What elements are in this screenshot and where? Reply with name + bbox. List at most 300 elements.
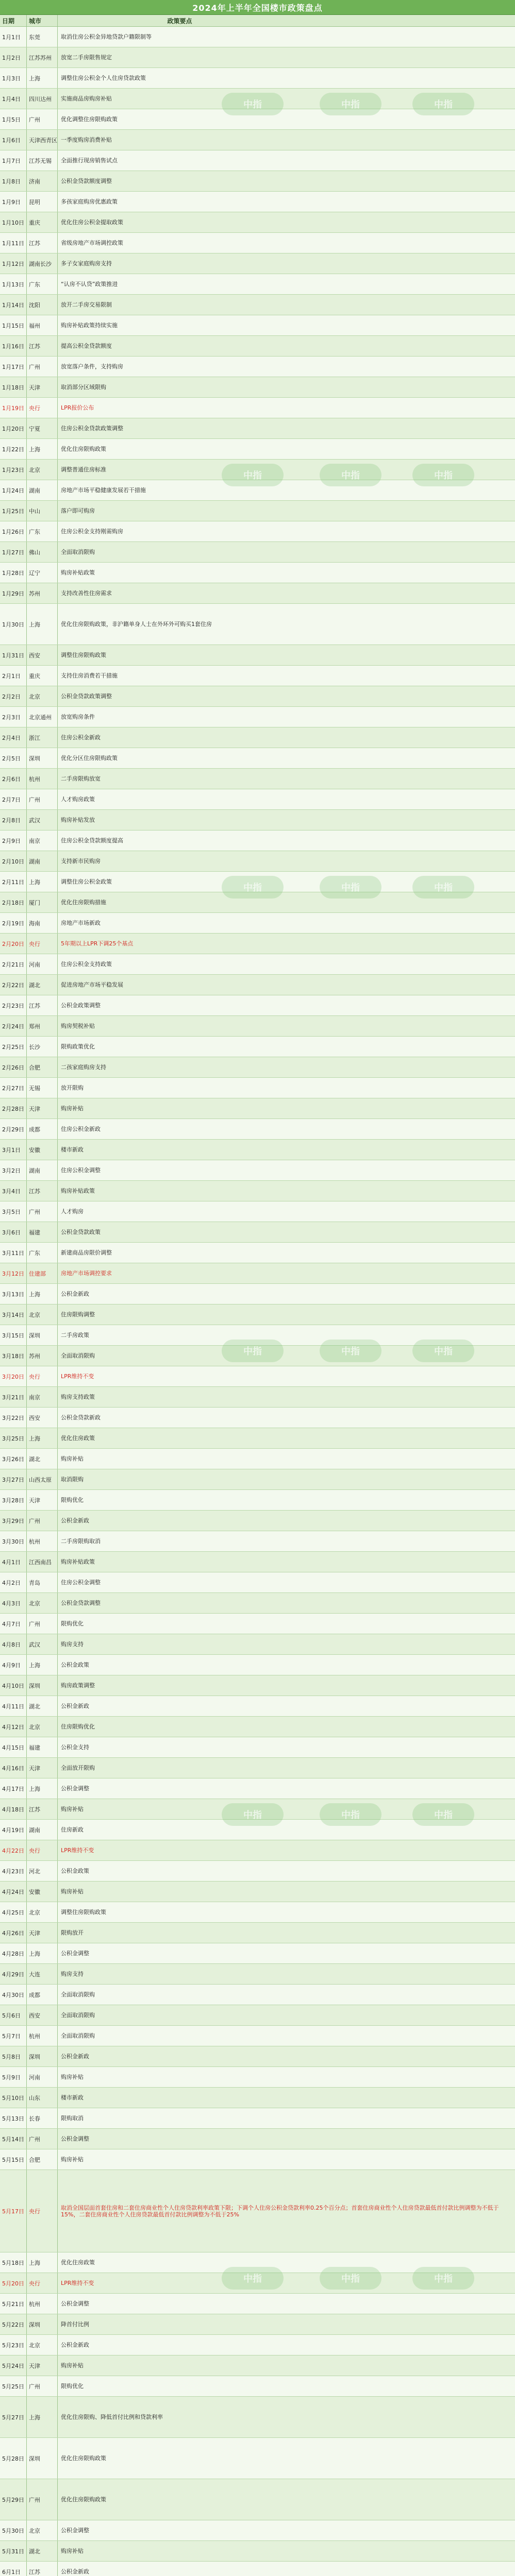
cell-city: 西安 [27, 645, 58, 665]
cell-date: 1月13日 [0, 274, 27, 294]
cell-city: 杭州 [27, 1531, 58, 1551]
watermark-logo: 中指 [222, 1803, 284, 1826]
cell-policy: 省级房地产市场调控政策 [61, 240, 123, 246]
table-row [0, 480, 515, 501]
cell-policy: 优化住房公积金提取政策 [61, 219, 123, 226]
cell-city: 湖南 [27, 480, 58, 500]
cell-date: 3月28日 [0, 1490, 27, 1510]
cell-policy: 购房补贴 [61, 1455, 84, 1462]
cell-city: 上海 [27, 439, 58, 459]
cell-city: 苏州 [27, 1346, 58, 1366]
cell-date: 3月15日 [0, 1325, 27, 1345]
cell-date: 4月2日 [0, 1572, 27, 1592]
cell-city: 福建 [27, 1222, 58, 1242]
cell-city: 上海 [27, 2397, 58, 2437]
cell-policy: 购房补贴 [61, 2362, 84, 2369]
cell-date: 2月26日 [0, 1057, 27, 1077]
cell-city: 苏州 [27, 583, 58, 603]
cell-date: 5月28日 [0, 2438, 27, 2479]
cell-policy: 调整住房限购政策 [61, 1909, 106, 1916]
cell-city: 长春 [27, 2108, 58, 2128]
cell-date: 4月19日 [0, 1820, 27, 1840]
cell-city: 广州 [27, 1614, 58, 1634]
cell-date: 1月7日 [0, 150, 27, 171]
table-row [0, 2170, 515, 2252]
cell-policy: 全面放开限购 [61, 1765, 95, 1771]
cell-city: 江苏 [27, 1181, 58, 1201]
cell-city: 央行 [27, 1840, 58, 1860]
table-row [0, 1222, 515, 1243]
cell-policy: LPR维持不变 [61, 2280, 94, 2286]
table-row [0, 274, 515, 295]
watermark-logo: 中指 [320, 2267, 381, 2290]
table-row [0, 89, 515, 109]
cell-policy: 优化住房政策 [61, 1435, 95, 1442]
cell-policy: 购房补贴 [61, 1105, 84, 1112]
cell-date: 5月9日 [0, 2067, 27, 2087]
cell-city: 安徽 [27, 1882, 58, 1902]
cell-policy: 购房补贴 [61, 2548, 84, 2554]
cell-policy: 促进房地产市场平稳发展 [61, 981, 123, 988]
watermark-logo: 中指 [320, 464, 381, 486]
cell-policy: 公积金政策 [61, 1868, 89, 1874]
cell-city: 成都 [27, 1985, 58, 2005]
cell-date: 2月7日 [0, 789, 27, 809]
watermark-logo: 中指 [222, 464, 284, 486]
cell-date: 3月21日 [0, 1387, 27, 1407]
table-row [0, 2541, 515, 2562]
cell-date: 2月27日 [0, 1078, 27, 1098]
cell-policy: 房地产市场新政 [61, 920, 101, 926]
cell-policy: 放宽购房条件 [61, 714, 95, 720]
cell-city: 山西太原 [27, 1469, 58, 1489]
cell-city: 厦门 [27, 892, 58, 912]
cell-policy: 公积金新政 [61, 1517, 89, 1524]
watermark-logo: 中指 [320, 93, 381, 115]
table-row [0, 2273, 515, 2294]
cell-city: 上海 [27, 1943, 58, 1963]
cell-policy: 人才购房 [61, 1208, 84, 1215]
table-header [0, 15, 515, 27]
table-row [0, 109, 515, 130]
table-row [0, 68, 515, 89]
cell-policy: 限购优化 [61, 2383, 84, 2389]
cell-city: 沈阳 [27, 295, 58, 315]
cell-city: 广州 [27, 1201, 58, 1222]
cell-date: 1月20日 [0, 418, 27, 438]
cell-policy: 优化调整住房限购政策 [61, 116, 118, 123]
cell-policy: 全面取消限购 [61, 549, 95, 555]
cell-city: 上海 [27, 1428, 58, 1448]
cell-city: 央行 [27, 398, 58, 418]
header-policy: 政策要点 [167, 17, 192, 25]
table-row [0, 1263, 515, 1284]
cell-date: 2月28日 [0, 1098, 27, 1118]
cell-city: 杭州 [27, 2294, 58, 2314]
cell-city: 西安 [27, 2005, 58, 2025]
cell-date: 2月25日 [0, 1037, 27, 1057]
table-row [0, 1366, 515, 1387]
cell-policy: 购房补贴政策 [61, 1558, 95, 1565]
cell-city: 深圳 [27, 2438, 58, 2479]
cell-city: 浙江 [27, 727, 58, 748]
table-row [0, 212, 515, 233]
cell-city: 上海 [27, 604, 58, 645]
cell-date: 3月13日 [0, 1284, 27, 1304]
cell-date: 3月4日 [0, 1181, 27, 1201]
cell-date: 4月11日 [0, 1696, 27, 1716]
cell-city: 武汉 [27, 1634, 58, 1654]
cell-policy: 公积金新政 [61, 2053, 89, 2060]
cell-policy: 楼市新政 [61, 1146, 84, 1153]
cell-city: 上海 [27, 2252, 58, 2273]
cell-date: 5月6日 [0, 2005, 27, 2025]
watermark-logo: 中指 [412, 464, 474, 486]
cell-date: 5月13日 [0, 2108, 27, 2128]
table-row [0, 892, 515, 913]
table-row [0, 1655, 515, 1675]
table-row [0, 1160, 515, 1181]
cell-policy: 公积金调整 [61, 1785, 89, 1792]
cell-city: 江苏无锡 [27, 150, 58, 171]
cell-city: 天津 [27, 377, 58, 397]
cell-date: 5月30日 [0, 2520, 27, 2540]
cell-date: 5月8日 [0, 2046, 27, 2066]
table-row [0, 1284, 515, 1304]
table-row [0, 2520, 515, 2541]
cell-policy: 购房契税补贴 [61, 1023, 95, 1029]
table-row [0, 1799, 515, 1820]
table-row [0, 1098, 515, 1119]
cell-policy: 多子女家庭购房支持 [61, 260, 112, 267]
cell-date: 1月15日 [0, 315, 27, 335]
cell-policy: 购房补贴 [61, 1888, 84, 1895]
cell-policy: LPR报价公布 [61, 404, 94, 411]
cell-city: 湖南 [27, 1160, 58, 1180]
table-row [0, 872, 515, 892]
table-row [0, 2562, 515, 2576]
table-row [0, 1346, 515, 1366]
cell-city: 重庆 [27, 212, 58, 232]
table-row [0, 233, 515, 253]
table-row [0, 1243, 515, 1263]
cell-date: 2月20日 [0, 934, 27, 954]
cell-city: 江苏 [27, 336, 58, 356]
table-row [0, 954, 515, 975]
cell-city: 武汉 [27, 810, 58, 830]
cell-city: 江苏 [27, 2562, 58, 2576]
cell-city: 辽宁 [27, 563, 58, 583]
cell-date: 5月18日 [0, 2252, 27, 2273]
cell-policy: 购房补贴 [61, 2156, 84, 2163]
cell-date: 2月4日 [0, 727, 27, 748]
table-row [0, 707, 515, 727]
cell-date: 2月19日 [0, 913, 27, 933]
cell-city: 福建 [27, 1737, 58, 1757]
cell-date: 1月1日 [0, 27, 27, 47]
cell-date: 1月16日 [0, 336, 27, 356]
table-row [0, 1511, 515, 1531]
cell-city: 天津 [27, 1758, 58, 1778]
cell-policy: “认房不认贷”政策推进 [61, 281, 118, 287]
table-row [0, 1469, 515, 1490]
cell-date: 5月29日 [0, 2479, 27, 2520]
cell-policy: 公积金贷款新政 [61, 1414, 101, 1421]
table-row [0, 315, 515, 336]
table-row [0, 1964, 515, 1985]
cell-date: 4月26日 [0, 1923, 27, 1943]
cell-date: 1月25日 [0, 501, 27, 521]
cell-date: 4月7日 [0, 1614, 27, 1634]
cell-date: 5月21日 [0, 2294, 27, 2314]
cell-policy: 限购优化 [61, 1497, 84, 1503]
cell-policy: 放开限购 [61, 1084, 84, 1091]
table-row [0, 2438, 515, 2479]
cell-policy: 调整普通住房标准 [61, 466, 106, 473]
cell-date: 2月6日 [0, 769, 27, 789]
cell-city: 湖南 [27, 1820, 58, 1840]
cell-city: 北京 [27, 1304, 58, 1325]
cell-policy: 住房新政 [61, 1826, 84, 1833]
table-row [0, 2005, 515, 2026]
table-row [0, 1696, 515, 1717]
cell-date: 1月6日 [0, 130, 27, 150]
cell-city: 天津 [27, 1490, 58, 1510]
table-row [0, 2314, 515, 2335]
cell-policy: 公积金调整 [61, 2527, 89, 2534]
table-row [0, 1016, 515, 1037]
cell-policy: 购房支持 [61, 1971, 84, 1977]
cell-date: 4月12日 [0, 1717, 27, 1737]
cell-policy: 购房补贴 [61, 2074, 84, 2080]
cell-policy: 公积金政策调整 [61, 1002, 101, 1009]
cell-city: 天津 [27, 1098, 58, 1118]
cell-city: 北京 [27, 686, 58, 706]
cell-city: 广东 [27, 521, 58, 541]
cell-city: 北京通州 [27, 707, 58, 727]
table-row [0, 27, 515, 47]
cell-city: 北京 [27, 1593, 58, 1613]
cell-policy: 购房政策调整 [61, 1682, 95, 1689]
cell-policy: 限购优化 [61, 1620, 84, 1627]
cell-city: 央行 [27, 2170, 58, 2252]
cell-policy: 5年期以上LPR下调25个基点 [61, 940, 134, 947]
table-row [0, 295, 515, 315]
cell-city: 央行 [27, 2273, 58, 2293]
cell-city: 南京 [27, 831, 58, 851]
cell-policy: 全面取消限购 [61, 2012, 95, 2019]
table-row [0, 727, 515, 748]
table-row [0, 1778, 515, 1799]
watermark-logo: 中指 [222, 876, 284, 899]
cell-date: 2月9日 [0, 831, 27, 851]
cell-date: 4月8日 [0, 1634, 27, 1654]
cell-city: 湖北 [27, 975, 58, 995]
cell-city: 天津 [27, 1923, 58, 1943]
cell-date: 1月27日 [0, 542, 27, 562]
cell-city: 广州 [27, 2479, 58, 2520]
table-row [0, 2397, 515, 2438]
cell-city: 广东 [27, 1243, 58, 1263]
watermark-logo: 中指 [412, 1803, 474, 1826]
table-row [0, 1820, 515, 1840]
cell-city: 深圳 [27, 2314, 58, 2334]
cell-policy: 多孩家庭购房优惠政策 [61, 198, 118, 205]
cell-date: 1月30日 [0, 604, 27, 645]
cell-date: 1月26日 [0, 521, 27, 541]
cell-policy: 全面取消限购 [61, 2032, 95, 2039]
cell-date: 2月11日 [0, 872, 27, 892]
cell-policy: 购房补贴政策持续实施 [61, 322, 118, 329]
cell-policy: 取消部分区域限购 [61, 384, 106, 391]
table-row [0, 2355, 515, 2376]
cell-policy: 全面推行现房销售试点 [61, 157, 118, 164]
cell-city: 住建部 [27, 1263, 58, 1283]
cell-city: 江苏苏州 [27, 47, 58, 67]
cell-date: 3月14日 [0, 1304, 27, 1325]
cell-policy: 一季度购房消费补贴 [61, 137, 112, 143]
table-row [0, 748, 515, 769]
table-row [0, 2088, 515, 2108]
cell-date: 5月25日 [0, 2376, 27, 2396]
table-row [0, 2252, 515, 2273]
cell-policy: 公积金调整 [61, 2300, 89, 2307]
cell-policy: 取消限购 [61, 1476, 84, 1483]
cell-policy: 调整住房公积金政策 [61, 878, 112, 885]
table-row [0, 2108, 515, 2129]
watermark-logo: 中指 [222, 1340, 284, 1362]
cell-policy: 降首付比例 [61, 2321, 89, 2328]
table-row [0, 1675, 515, 1696]
cell-city: 南京 [27, 1387, 58, 1407]
cell-date: 3月26日 [0, 1449, 27, 1469]
cell-policy: 落户即可购房 [61, 507, 95, 514]
table-row [0, 253, 515, 274]
cell-policy: 支持改善性住房需求 [61, 590, 112, 597]
cell-policy: 二孩家庭购房支持 [61, 1064, 106, 1071]
cell-policy: 放开二手房交易限制 [61, 301, 112, 308]
cell-city: 中山 [27, 501, 58, 521]
watermark-logo: 中指 [320, 1340, 381, 1362]
cell-policy: 优化住房限购政策 [61, 2455, 106, 2462]
cell-city: 杭州 [27, 769, 58, 789]
cell-date: 1月24日 [0, 480, 27, 500]
cell-city: 深圳 [27, 2046, 58, 2066]
cell-date: 4月22日 [0, 1840, 27, 1860]
cell-policy: 住房公积金贷款政策调整 [61, 425, 123, 432]
cell-date: 4月28日 [0, 1943, 27, 1963]
cell-policy: 调整住房公积金个人住房贷款政策 [61, 75, 146, 81]
cell-city: 北京 [27, 2335, 58, 2355]
table-row [0, 418, 515, 439]
cell-date: 5月15日 [0, 2149, 27, 2170]
cell-policy: 住房公积金调整 [61, 1579, 101, 1586]
table-row [0, 1572, 515, 1593]
cell-date: 2月8日 [0, 810, 27, 830]
cell-policy: 优化分区住房限购政策 [61, 755, 118, 761]
cell-policy: 住房公积金调整 [61, 1167, 101, 1174]
table-row [0, 851, 515, 872]
cell-policy: 二手房政策 [61, 1332, 89, 1338]
cell-policy: 放宽落户条件，支持购房 [61, 363, 123, 370]
cell-city: 湖北 [27, 2541, 58, 2561]
cell-city: 合肥 [27, 1057, 58, 1077]
table-row [0, 2129, 515, 2149]
cell-policy: 公积金新政 [61, 2568, 89, 2575]
cell-city: 江西南昌 [27, 1552, 58, 1572]
cell-policy: 二手房限购取消 [61, 1538, 101, 1545]
cell-date: 2月10日 [0, 851, 27, 871]
table-row [0, 913, 515, 934]
cell-date: 4月16日 [0, 1758, 27, 1778]
cell-city: 江苏 [27, 233, 58, 253]
table-row [0, 130, 515, 150]
cell-date: 2月22日 [0, 975, 27, 995]
cell-date: 4月1日 [0, 1552, 27, 1572]
table-row [0, 1037, 515, 1057]
table-row [0, 2335, 515, 2355]
cell-city: 上海 [27, 1655, 58, 1675]
cell-city: 江苏 [27, 995, 58, 1015]
cell-date: 3月18日 [0, 1346, 27, 1366]
cell-date: 2月1日 [0, 666, 27, 686]
cell-city: 上海 [27, 1284, 58, 1304]
cell-policy: 住房公积金新政 [61, 1126, 101, 1132]
table-row [0, 810, 515, 831]
cell-policy: 房地产市场平稳健康发展若干措施 [61, 487, 146, 494]
cell-city: 天津西青区 [27, 130, 58, 150]
header-city: 城市 [27, 15, 58, 26]
cell-city: 佛山 [27, 542, 58, 562]
table-row [0, 336, 515, 357]
table-row [0, 769, 515, 789]
cell-date: 1月19日 [0, 398, 27, 418]
cell-policy: 全面取消限购 [61, 1352, 95, 1359]
cell-policy: LPR维持不变 [61, 1373, 94, 1380]
cell-policy: 住房公积金支持政策 [61, 961, 112, 968]
cell-policy: 限购取消 [61, 2115, 84, 2122]
cell-policy: 购房补贴发放 [61, 817, 95, 823]
cell-date: 4月10日 [0, 1675, 27, 1696]
header-date: 日期 [0, 15, 27, 26]
cell-date: 2月5日 [0, 748, 27, 768]
cell-date: 1月14日 [0, 295, 27, 315]
cell-date: 2月29日 [0, 1119, 27, 1139]
watermark-logo: 中指 [222, 2267, 284, 2290]
cell-policy: 限购放开 [61, 1929, 84, 1936]
cell-city: 广州 [27, 109, 58, 129]
cell-policy: 人才购房政策 [61, 796, 95, 803]
table-row [0, 1490, 515, 1511]
cell-policy: 取消住房公积金异地贷款户籍限制等 [61, 33, 152, 40]
table-row [0, 1985, 515, 2005]
table-row [0, 192, 515, 212]
cell-date: 4月9日 [0, 1655, 27, 1675]
cell-date: 2月18日 [0, 892, 27, 912]
cell-city: 成都 [27, 1119, 58, 1139]
cell-city: 河南 [27, 954, 58, 974]
cell-city: 福州 [27, 315, 58, 335]
cell-policy: 实施商品房购房补贴 [61, 95, 112, 102]
cell-policy: 优化住房限购政策，非沪籍单身人士在外环外可购买1套住房 [61, 621, 212, 628]
cell-date: 5月7日 [0, 2026, 27, 2046]
cell-city: 江苏 [27, 1799, 58, 1819]
cell-city: 央行 [27, 934, 58, 954]
cell-date: 1月23日 [0, 460, 27, 480]
cell-policy: 公积金贷款额度调整 [61, 178, 112, 184]
cell-policy: 二手房限购放宽 [61, 775, 101, 782]
cell-date: 4月24日 [0, 1882, 27, 1902]
